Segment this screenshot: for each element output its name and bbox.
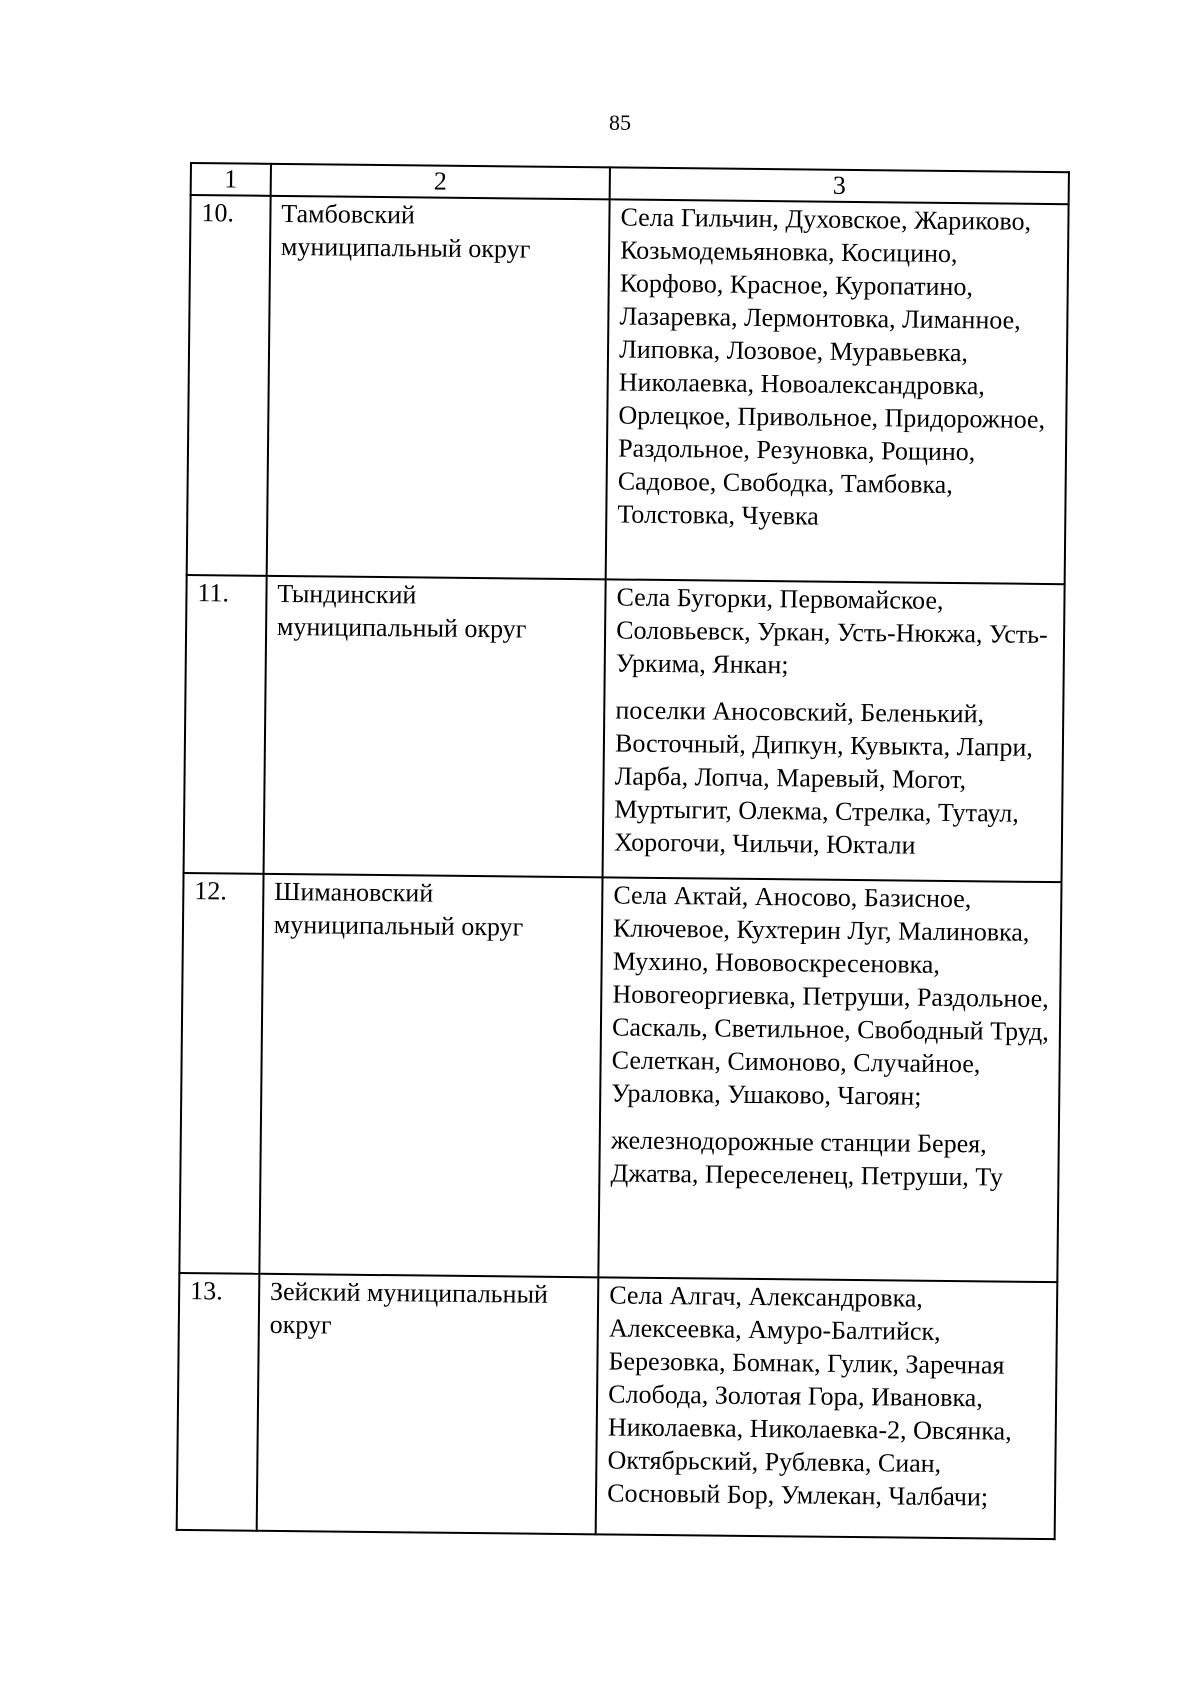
row-number: 13. [177,1273,260,1531]
column-header-places: 3 [610,167,1069,204]
settlements-text: Села Актай, Аносово, Базисное, Ключевое, Кухтерин Луг, Малиновка, Мухино, Нововоскресеновка, Новогеоргиевка, Петруши, Раздольное, Саскаль, Светильное, Свободный Труд, Селеткан, Симоново, Случайное, Ураловка, Ушаково, Чагоян; [611,880,1049,1111]
settlements-text: Села Алгач, Александровка, Алексеевка, Амуро-Балтийск, Березовка, Бомнак, Гулик, Заречная Слобода, Золотая Гора, Ивановка, Николаевка, Николаевка-2, Овсянка, Октябрьский, Рублевка, Сиан, Сосновый Бор, Умлекан, Чалбачи; [607,1280,1012,1512]
district-name: Тамбовский муниципальный округ [267,196,610,580]
table-row [179,873,1061,1282]
settlements-text: Села Гильчин, Духовское, Жариково, Козьмодемьяновка, Косицино, Корфово, Красное, Куропатино, Лазаревка, Лермонтовка, Лиманное, Липовка, Лозовое, Муравьевка, Николаевка, Новоалександровка, Орлецкое, Привольное, Придорожное, Раздольное, Резуновка, Рощино, Садовое, Свободка, Тамбовка, Толстовка, Чуевка [617,202,1046,531]
row-number: 11. [184,575,267,874]
row-number: 10. [187,195,271,576]
page-number: 85 [609,110,631,135]
district-name: Зейский муниципальный округ [257,1274,599,1535]
settlements-text: Села Бугорки, Первомайское, Соловьевск, Уркан, Усть-Нюкжа, Усть-Уркима, Янкан; [615,582,1048,680]
table-row [184,575,1065,882]
column-header-district: 2 [271,164,611,200]
settlements-cell [596,1277,1058,1539]
settlements-text: железнодорожные станции Берея, Джатва, Переселенец, Петруши, Ту [610,1125,1004,1192]
district-name: Тындинский муниципальный округ [263,576,605,878]
settlements-cell [606,199,1069,584]
row-number: 12. [179,873,263,1274]
table-row [187,195,1069,584]
settlements-cell [598,877,1061,1282]
column-header-number: 1 [191,163,271,196]
settlements-table [176,162,1070,1540]
settlements-text: поселки Аносовский, Беленький, Восточный, Дипкун, Кувыкта, Лапри, Ларба, Лопча, Маревый, Могот, Муртыгит, Олекма, Стрелка, Тутаул, Хорогочи, Чильчи, Юктали [613,695,1033,860]
table-row [177,1273,1058,1539]
settlements-cell [603,579,1065,882]
district-name: Шимановский муниципальный округ [259,874,602,1278]
